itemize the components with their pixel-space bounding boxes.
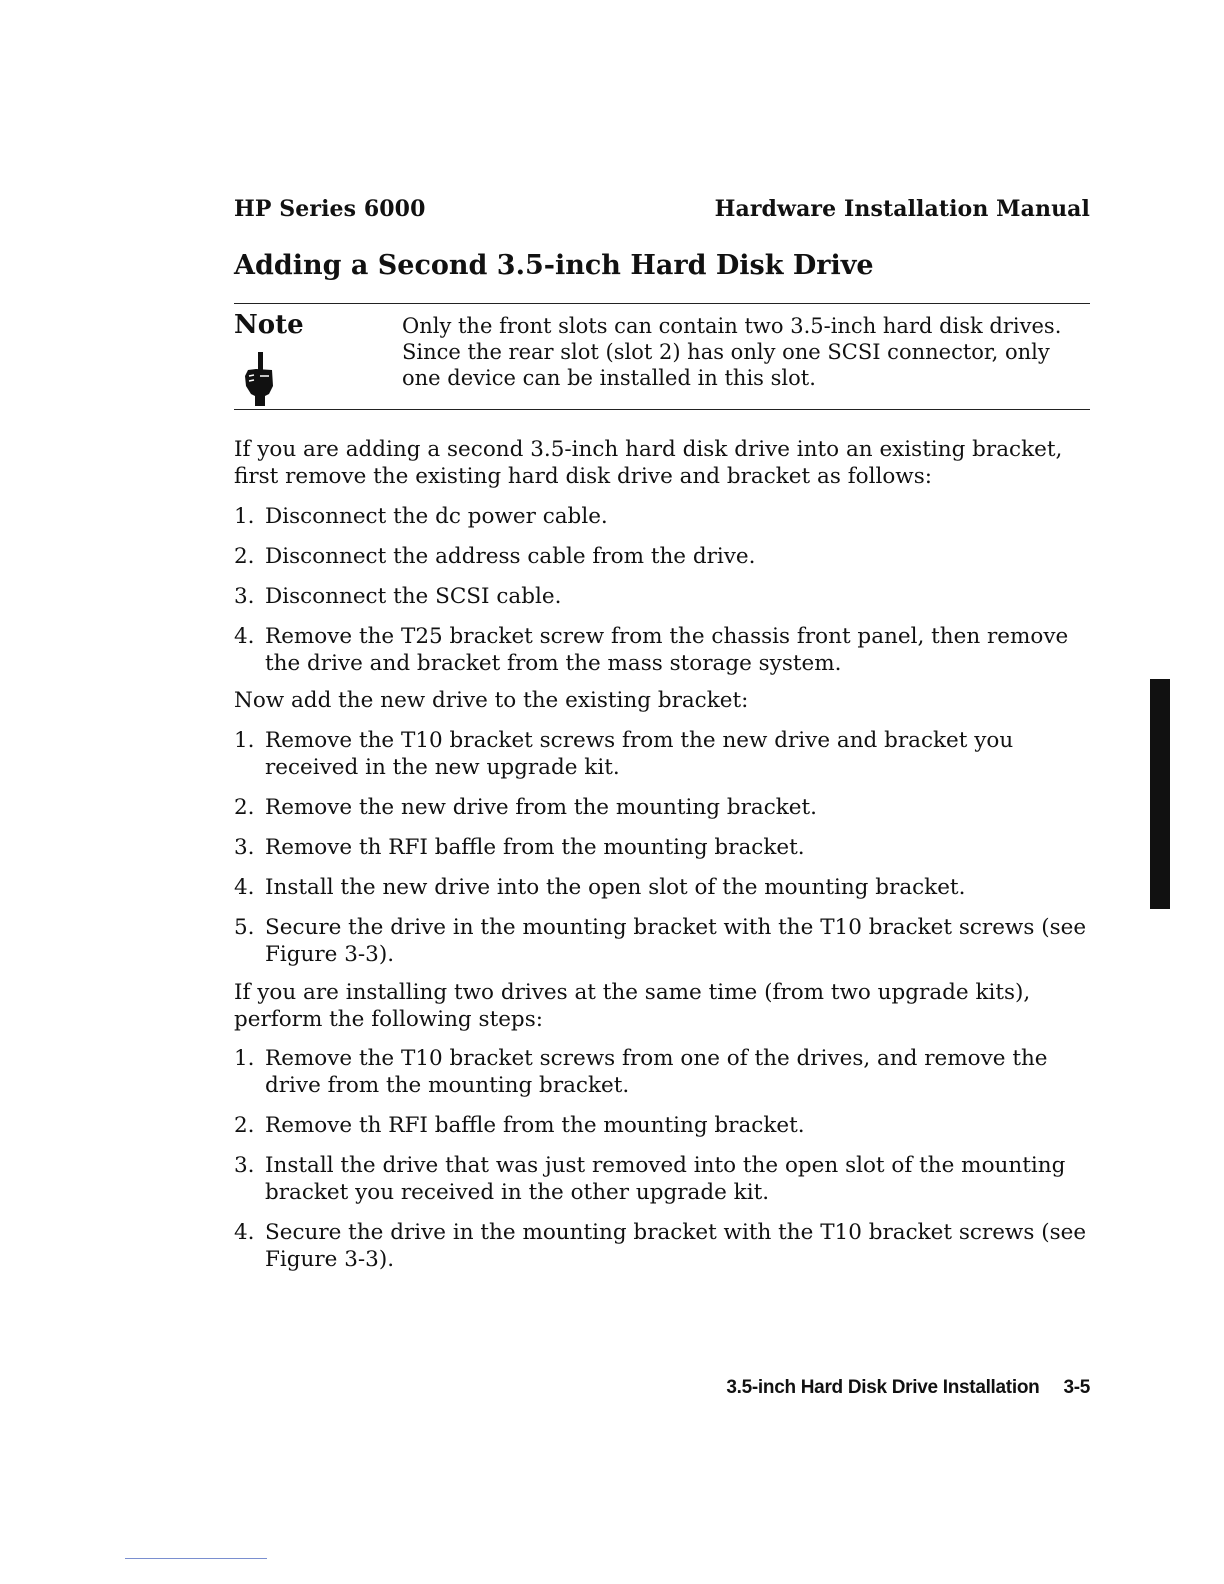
list-item <box>234 727 1090 781</box>
list-item-number: 2. <box>234 544 255 569</box>
two-drives-intro-paragraph: If you are installing two drives at the same time (from two upgrade kits), perform the following steps: <box>234 980 1031 1032</box>
list-item-number: 1. <box>234 728 255 753</box>
list-item <box>234 834 1090 861</box>
list-item-number: 4. <box>234 1220 255 1245</box>
list-item-text: Secure the drive in the mounting bracket with the T10 bracket screws (see Figure 3-3). <box>265 915 1087 967</box>
list-item <box>234 1152 1090 1206</box>
remove-steps-list <box>234 503 1090 690</box>
list-item <box>234 1112 1090 1139</box>
list-item-number: 1. <box>234 504 255 529</box>
list-item-text: Install the drive that was just removed into the open slot of the mounting bracket you received in the other upgrade kit. <box>265 1153 1066 1205</box>
list-item <box>234 914 1090 968</box>
list-item <box>234 583 1090 610</box>
list-item <box>234 503 1090 530</box>
list-item-number: 1. <box>234 1046 255 1071</box>
list-item-text: Remove the new drive from the mounting bracket. <box>265 795 817 820</box>
list-item <box>234 543 1090 570</box>
list-item-text: Remove the T10 bracket screws from the new drive and bracket you received in the new upgrade kit. <box>265 728 1014 780</box>
list-item-number: 3. <box>234 1153 255 1178</box>
list-item-number: 4. <box>234 624 255 649</box>
list-item-text: Remove th RFI baffle from the mounting bracket. <box>265 1113 805 1138</box>
add-steps-list <box>234 727 1090 981</box>
section-title: Adding a Second 3.5-inch Hard Disk Drive <box>234 250 874 281</box>
list-item-text: Remove th RFI baffle from the mounting bracket. <box>265 835 805 860</box>
list-item-number: 2. <box>234 1113 255 1138</box>
list-item-text: Remove the T25 bracket screw from the chassis front panel, then remove the drive and bracket from the mass storage system. <box>265 624 1069 676</box>
intro-paragraph: If you are adding a second 3.5-inch hard disk drive into an existing bracket, first remove the existing hard disk drive and bracket as follows: <box>234 437 1063 489</box>
two-drives-steps-list <box>234 1045 1090 1286</box>
list-item-text: Disconnect the SCSI cable. <box>265 584 562 609</box>
list-item-text: Secure the drive in the mounting bracket with the T10 bracket screws (see Figure 3-3). <box>265 1220 1087 1272</box>
list-item <box>234 623 1090 677</box>
list-item-number: 3. <box>234 835 255 860</box>
list-item <box>234 874 1090 901</box>
list-item <box>234 1045 1090 1099</box>
list-item <box>234 1219 1090 1273</box>
bottom-rule <box>125 1558 267 1559</box>
list-item-number: 4. <box>234 875 255 900</box>
list-item <box>234 794 1090 821</box>
list-item-text: Disconnect the address cable from the drive. <box>265 544 756 569</box>
pointing-hand-icon <box>242 352 276 406</box>
list-item-number: 5. <box>234 915 255 940</box>
footer-chapter-title: 3.5-inch Hard Disk Drive Installation <box>726 1377 1040 1398</box>
header-manual-title: Hardware Installation Manual <box>714 196 1090 222</box>
note-text: Only the front slots can contain two 3.5-inch hard disk drives. Since the rear slot (slot 2) has only one SCSI connector, only one device can be installed in this slot. <box>402 314 1062 390</box>
list-item-text: Disconnect the dc power cable. <box>265 504 608 529</box>
page-footer <box>234 1377 1090 1399</box>
change-bar <box>1150 679 1170 909</box>
note-label: Note <box>234 310 304 340</box>
add-intro-paragraph: Now add the new drive to the existing bracket: <box>234 688 749 713</box>
header-product: HP Series 6000 <box>234 196 426 222</box>
footer-page-number: 3-5 <box>1063 1377 1090 1398</box>
list-item-text: Remove the T10 bracket screws from one of the drives, and remove the drive from the mounting bracket. <box>265 1046 1048 1098</box>
note-box <box>234 303 1090 410</box>
list-item-number: 3. <box>234 584 255 609</box>
list-item-number: 2. <box>234 795 255 820</box>
running-header <box>234 196 1090 222</box>
list-item-text: Install the new drive into the open slot of the mounting bracket. <box>265 875 966 900</box>
